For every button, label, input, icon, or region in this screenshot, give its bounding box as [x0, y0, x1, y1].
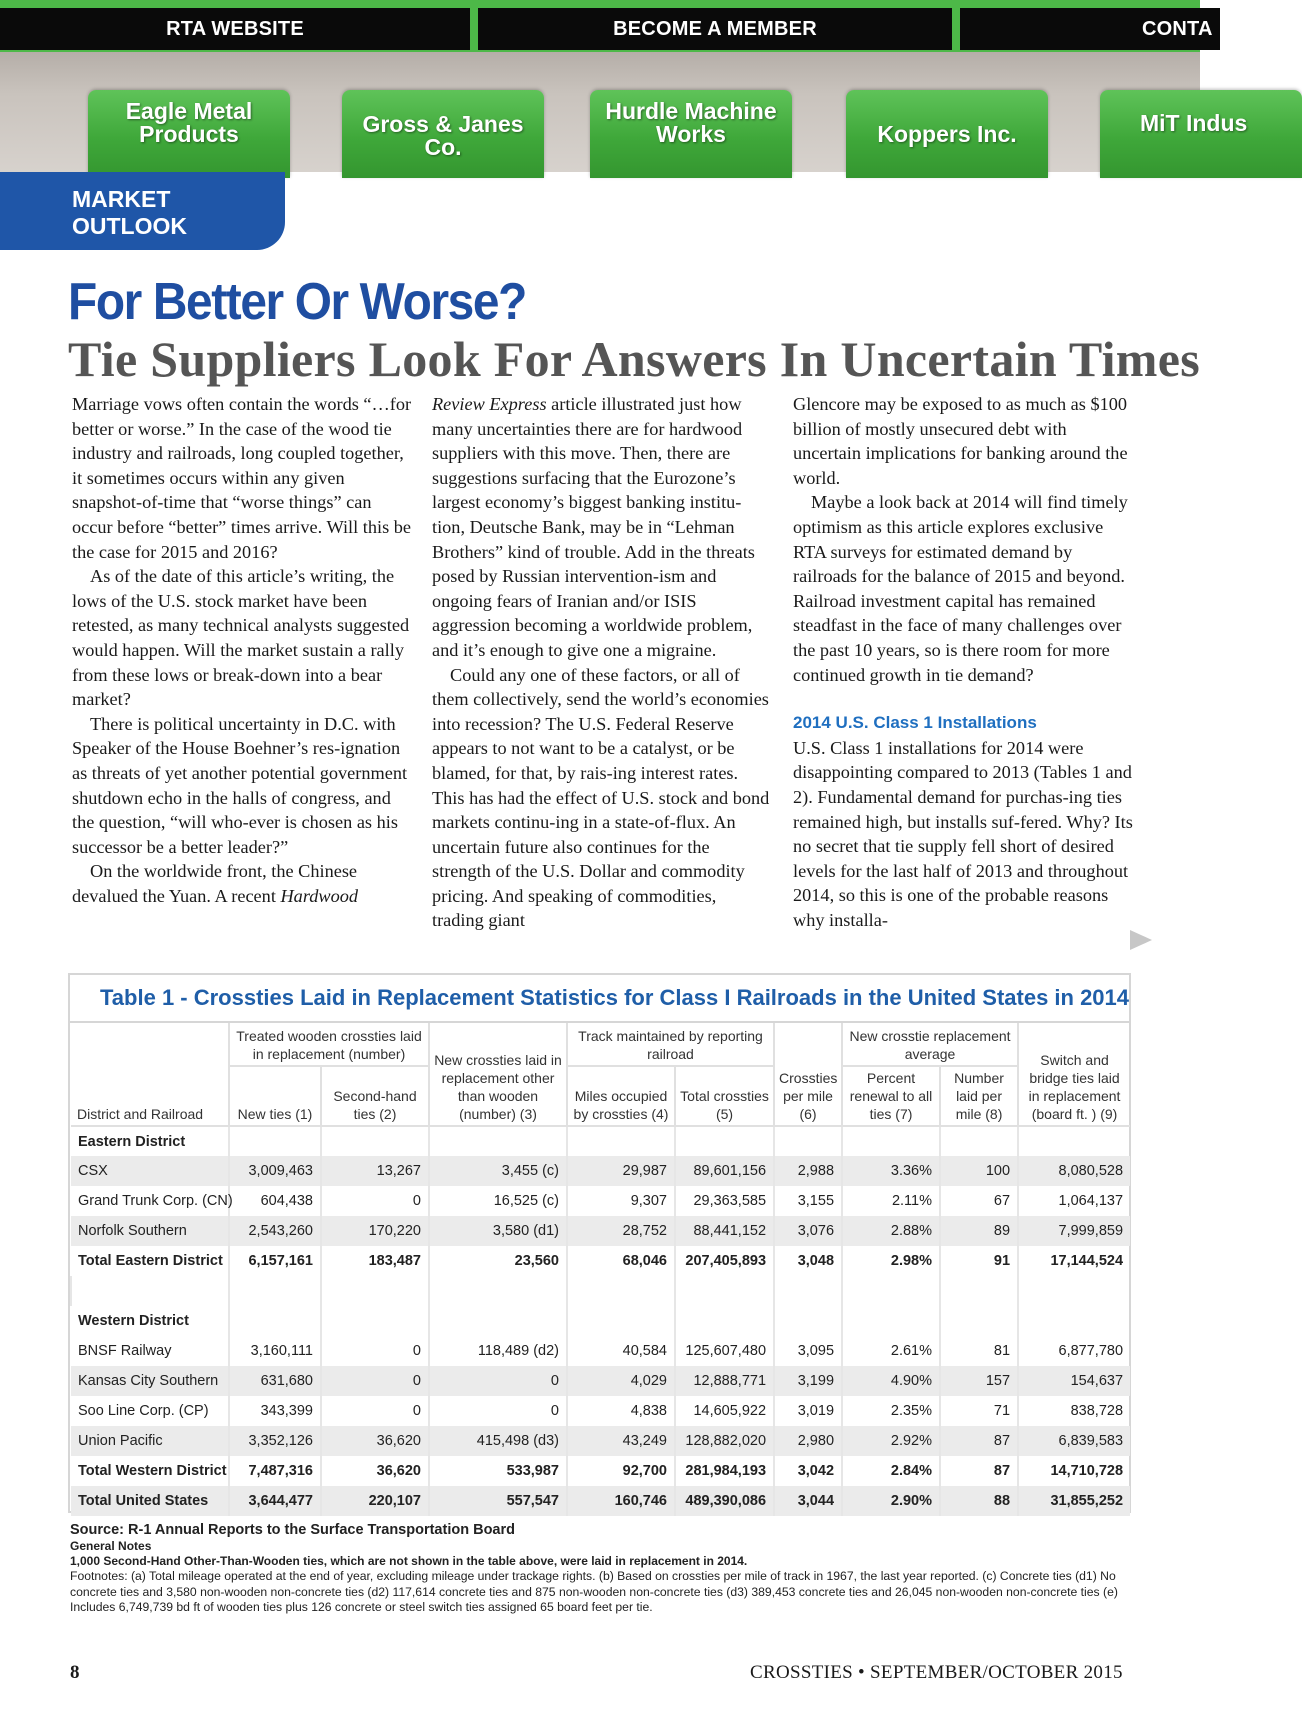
col-header-4: Miles occupied by crossties (4) — [567, 1066, 675, 1126]
section-label: MARKET OUTLOOK — [0, 172, 285, 250]
table-cell: 3,644,477 — [229, 1486, 321, 1516]
table-cell: 3,160,111 — [229, 1336, 321, 1366]
paragraph — [432, 392, 772, 663]
district-label: Eastern District — [78, 1133, 186, 1150]
table-cell: 533,987 — [429, 1456, 567, 1486]
table-cell: 8,080,528 — [1018, 1156, 1130, 1186]
table-cell: 2.11% — [842, 1186, 940, 1216]
table-row-total-eastern — [71, 1246, 1130, 1276]
table-cell: 6,839,583 — [1018, 1426, 1130, 1456]
paragraph-text: article illustrated just how many uncertainties there are for hardwood suppliers with this move. Then, there are suggestions surfacing that the Eurozone’s largest economy’s biggest banking institu-tion, Deutsche Bank, may be in “Lehman Brothers” kind of trouble. Add in the threats posed by Russian intervention-ism and ongoing fears of Iranian and/or ISIS aggression becoming a worldwide problem, and it’s enough to give one a migraine. — [432, 394, 755, 660]
table-1 — [68, 973, 1131, 1513]
table-cell: 2,988 — [774, 1156, 842, 1186]
table-cell: 4,029 — [567, 1366, 675, 1396]
table-cell: 207,405,893 — [675, 1246, 774, 1276]
col-header-8: Number laid per mile (8) — [940, 1066, 1018, 1126]
railroad-name: Union Pacific — [71, 1426, 229, 1456]
railroad-name: CSX — [71, 1156, 229, 1186]
table-cell: 604,438 — [229, 1186, 321, 1216]
table-cell: 92,700 — [567, 1456, 675, 1486]
general-notes-label: General Notes — [70, 1539, 152, 1553]
article-subhead: Tie Suppliers Look For Answers In Uncertain Times — [68, 331, 1200, 387]
nav-contact[interactable]: CONTA — [960, 8, 1220, 50]
table-title: Table 1 - Crossties Laid in Replacement Statistics for Class I Railroads in the United States in 2014 — [70, 975, 1129, 1023]
table-cell: 118,489 (d2) — [429, 1336, 567, 1366]
general-notes: 1,000 Second-Hand Other-Than-Wooden ties, which are not shown in the table above, were laid in replacement in 2014. — [70, 1554, 748, 1568]
table-cell: 7,999,859 — [1018, 1216, 1130, 1246]
nav-rta-website[interactable]: RTA WEBSITE — [0, 8, 470, 50]
table-cell: 3,019 — [774, 1396, 842, 1426]
crossties-table — [70, 1023, 1130, 1516]
table-cell: 160,746 — [567, 1486, 675, 1516]
group-header-treated: Treated wooden crossties laid in replacement (number) — [229, 1023, 429, 1066]
table-cell: 81 — [940, 1336, 1018, 1366]
table-cell: 89,601,156 — [675, 1156, 774, 1186]
paragraph: There is political uncertainty in D.C. with Speaker of the House Boehner’s res-ignation as threats of yet another potential government shutdown echo in the halls of congress, and the question, “will who-ever is chosen as his successor be a better leader?” — [72, 713, 408, 857]
table-cell: 343,399 — [229, 1396, 321, 1426]
table-cell: 3,095 — [774, 1336, 842, 1366]
table-cell: 2.90% — [842, 1486, 940, 1516]
table-cell: 3,455 (c) — [429, 1156, 567, 1186]
publication-name-start: Hardwood — [280, 885, 359, 906]
table-notes — [70, 1522, 1130, 1616]
col-header-district: District and Railroad — [71, 1023, 229, 1126]
table-cell: 3.36% — [842, 1156, 940, 1186]
paragraph: As of the date of this article’s writing, the lows of the U.S. stock market have been retested, as many technical analysts suggested would happen. Will the market sustain a rally from these lows or break-down into a bear market? — [72, 566, 410, 710]
table-cell: 3,155 — [774, 1186, 842, 1216]
table-cell: 128,882,020 — [675, 1426, 774, 1456]
paragraph — [72, 859, 412, 908]
table-cell: 87 — [940, 1456, 1018, 1486]
table-cell: 89 — [940, 1216, 1018, 1246]
table-cell: 100 — [940, 1156, 1018, 1186]
table-cell: 0 — [429, 1396, 567, 1426]
table-cell: 36,620 — [321, 1426, 429, 1456]
paragraph: U.S. Class 1 installations for 2014 were disappointing compared to 2013 (Tables 1 and 2). Fundamental demand for purchas-ing ties remained high, but installs suf-fered. Why? Its no secret that tie supply fell short of desired levels for the last half of 2013 and throughout 2014, so this is one of the probable reasons why installa- — [793, 737, 1133, 930]
table-cell: 0 — [321, 1186, 429, 1216]
article-column-3 — [793, 392, 1133, 932]
table-cell: 2,543,260 — [229, 1216, 321, 1246]
table-cell: 415,498 (d3) — [429, 1426, 567, 1456]
table-cell: 3,199 — [774, 1366, 842, 1396]
table-row — [71, 1426, 1130, 1456]
table-row — [71, 1396, 1130, 1426]
table-source: Source: R-1 Annual Reports to the Surface Transportation Board — [70, 1522, 515, 1538]
nav-become-a-member[interactable]: BECOME A MEMBER — [478, 8, 952, 50]
table-row — [71, 1336, 1130, 1366]
table-cell: 2.98% — [842, 1246, 940, 1276]
railroad-name: Norfolk Southern — [71, 1216, 229, 1246]
table-row — [71, 1186, 1130, 1216]
table-cell: 157 — [940, 1366, 1018, 1396]
table-cell: 13,267 — [321, 1156, 429, 1186]
railroad-name: BNSF Railway — [78, 1343, 172, 1359]
table-row — [71, 1216, 1130, 1246]
col-header-5: Total crossties (5) — [675, 1066, 774, 1126]
railroad-name: Kansas City Southern — [71, 1366, 229, 1396]
table-cell: 28,752 — [567, 1216, 675, 1246]
railroad-name: Total Eastern District — [78, 1253, 223, 1269]
table-cell: 88,441,152 — [675, 1216, 774, 1246]
sponsor-gross-janes[interactable]: Gross & Janes Co. — [342, 90, 544, 178]
table-cell: 12,888,771 — [675, 1366, 774, 1396]
table-cell: 281,984,193 — [675, 1456, 774, 1486]
col-header-7: Percent renewal to all ties (7) — [842, 1066, 940, 1126]
table-cell: 3,044 — [774, 1486, 842, 1516]
table-cell: 68,046 — [567, 1246, 675, 1276]
sponsor-mit[interactable]: MiT Indus — [1100, 90, 1302, 178]
table-cell: 0 — [321, 1336, 429, 1366]
table-cell: 6,877,780 — [1018, 1336, 1130, 1366]
sponsor-bar — [0, 52, 1248, 172]
publication-line: CROSSTIES • SEPTEMBER/OCTOBER 2015 — [750, 1662, 1123, 1683]
table-cell: 2.92% — [842, 1426, 940, 1456]
paragraph: Maybe a look back at 2014 will find timely optimism as this article explores exclusive RTA surveys for estimated demand by railroads for the balance of 2015 and beyond. Railroad investment capital has remained steadfast in the face of many challenges over the past 10 years, so is there room for more continued growth in tie demand? — [793, 492, 1128, 685]
table-cell: 67 — [940, 1186, 1018, 1216]
table-row-total-western — [71, 1456, 1130, 1486]
table-cell: 0 — [321, 1366, 429, 1396]
subsection-heading: 2014 U.S. Class 1 Installations — [793, 713, 1037, 733]
table-cell: 2,980 — [774, 1426, 842, 1456]
railroad-name: Grand Trunk Corp. (CN) — [78, 1193, 233, 1209]
table-cell: 2.61% — [842, 1336, 940, 1366]
continue-arrow-icon — [1130, 930, 1152, 950]
group-header-track: Track maintained by reporting railroad — [567, 1023, 774, 1066]
table-cell: 88 — [940, 1486, 1018, 1516]
table-cell: 838,728 — [1018, 1396, 1130, 1426]
sponsor-koppers[interactable]: Koppers Inc. — [846, 90, 1048, 178]
table-cell: 125,607,480 — [675, 1336, 774, 1366]
sponsor-eagle-metal[interactable]: Eagle Metal Products — [88, 90, 290, 178]
paragraph-text: On the worldwide front, the Chinese devalued the Yuan. A recent — [72, 861, 358, 906]
article-column-2 — [432, 392, 772, 933]
col-header-3: New crossties laid in replacement other than wooden (number) (3) — [429, 1023, 567, 1126]
district-label: Western District — [78, 1313, 189, 1329]
table-cell: 1,064,137 — [1018, 1186, 1130, 1216]
table-cell: 3,580 (d1) — [429, 1216, 567, 1246]
paragraph: Glencore may be exposed to as much as $100 billion of mostly unsecured debt with uncertain implications for banking around the world. — [793, 394, 1128, 488]
table-cell: 43,249 — [567, 1426, 675, 1456]
table-cell: 631,680 — [229, 1366, 321, 1396]
table-cell: 183,487 — [321, 1246, 429, 1276]
table-cell: 17,144,524 — [1018, 1246, 1130, 1276]
table-cell: 6,157,161 — [229, 1246, 321, 1276]
table-row-total-us — [71, 1486, 1130, 1516]
table-cell: 16,525 (c) — [429, 1186, 567, 1216]
article-column-1 — [72, 392, 412, 908]
table-spacer — [71, 1276, 1130, 1306]
table-cell: 4.90% — [842, 1366, 940, 1396]
table-cell: 29,987 — [567, 1156, 675, 1186]
footnotes: Footnotes: (a) Total mileage operated at the end of year, excluding mileage under trackage rights. (b) Based on crossties per mile of track in 1967, the last year reported. (c) Concrete ties (d1) No concrete ties and 3,580 non-wooden non-concrete ties (d2) 117,614 concrete ties and 875 non-wooden non-concrete ties (d3) 389,453 concrete ties and 26,045 non-wooden non-concrete ties (e) Includes 6,749,739 bd ft of wooden ties plus 126 concrete or steel switch ties assigned 65 board feet per tie. — [70, 1569, 1118, 1614]
table-cell: 29,363,585 — [675, 1186, 774, 1216]
col-header-9: Switch and bridge ties laid in replacement (board ft. ) (9) — [1018, 1023, 1130, 1126]
table-row — [71, 1156, 1130, 1186]
railroad-name: Total United States — [71, 1486, 229, 1516]
table-cell: 557,547 — [429, 1486, 567, 1516]
table-cell: 2.84% — [842, 1456, 940, 1486]
table-cell: 14,605,922 — [675, 1396, 774, 1426]
top-nav — [0, 0, 1213, 52]
table-cell: 31,855,252 — [1018, 1486, 1130, 1516]
district-row-western — [71, 1306, 1130, 1336]
table-cell: 14,710,728 — [1018, 1456, 1130, 1486]
table-cell: 2.35% — [842, 1396, 940, 1426]
col-header-6: Crossties per mile (6) — [774, 1023, 842, 1126]
col-header-2: Second-hand ties (2) — [321, 1066, 429, 1126]
table-cell: 170,220 — [321, 1216, 429, 1246]
table-cell: 154,637 — [1018, 1366, 1130, 1396]
publication-name-end: Review Express — [432, 394, 547, 414]
col-header-1: New ties (1) — [229, 1066, 321, 1126]
table-cell: 3,042 — [774, 1456, 842, 1486]
table-cell: 489,390,086 — [675, 1486, 774, 1516]
sponsor-hurdle-machine[interactable]: Hurdle Machine Works — [590, 90, 792, 178]
table-cell: 40,584 — [567, 1336, 675, 1366]
group-header-newavg: New crosstie replacement average — [842, 1023, 1018, 1066]
table-cell: 87 — [940, 1426, 1018, 1456]
table-cell: 220,107 — [321, 1486, 429, 1516]
table-cell: 2.88% — [842, 1216, 940, 1246]
table-cell: 0 — [429, 1366, 567, 1396]
table-cell: 9,307 — [567, 1186, 675, 1216]
table-row — [71, 1366, 1130, 1396]
table-cell: 7,487,316 — [229, 1456, 321, 1486]
table-cell: 3,009,463 — [229, 1156, 321, 1186]
district-row-eastern — [71, 1126, 1130, 1156]
railroad-name: Total Western District — [78, 1463, 227, 1479]
paragraph: Marriage vows often contain the words “…for better or worse.” In the case of the wood tie industry and railroads, long coupled together, it sometimes occurs within any given snapshot-of-time that “worse things” can occur before “better” times arrive. Will this be the case for 2015 and 2016? — [72, 394, 412, 562]
table-cell: 71 — [940, 1396, 1018, 1426]
table-cell: 23,560 — [429, 1246, 567, 1276]
table-cell: 3,076 — [774, 1216, 842, 1246]
table-cell: 36,620 — [321, 1456, 429, 1486]
paragraph: Could any one of these factors, or all of them collectively, send the world’s economies into recession? The U.S. Federal Reserve appears to not want to be a catalyst, or be blamed, for that, by rais-ing interest rates. This has had the effect of U.S. stock and bond markets continu-ing in a state-of-flux. An uncertain future also continues for the strength of the U.S. Dollar and commodity pricing. And speaking of commodities, trading giant — [432, 664, 770, 931]
page-number: 8 — [70, 1662, 80, 1683]
table-cell: 4,838 — [567, 1396, 675, 1426]
table-cell: 3,352,126 — [229, 1426, 321, 1456]
article-headline: For Better Or Worse? — [68, 273, 526, 331]
table-cell: 0 — [321, 1396, 429, 1426]
table-cell: 3,048 — [774, 1246, 842, 1276]
table-cell: 91 — [940, 1246, 1018, 1276]
railroad-name: Soo Line Corp. (CP) — [78, 1403, 209, 1419]
